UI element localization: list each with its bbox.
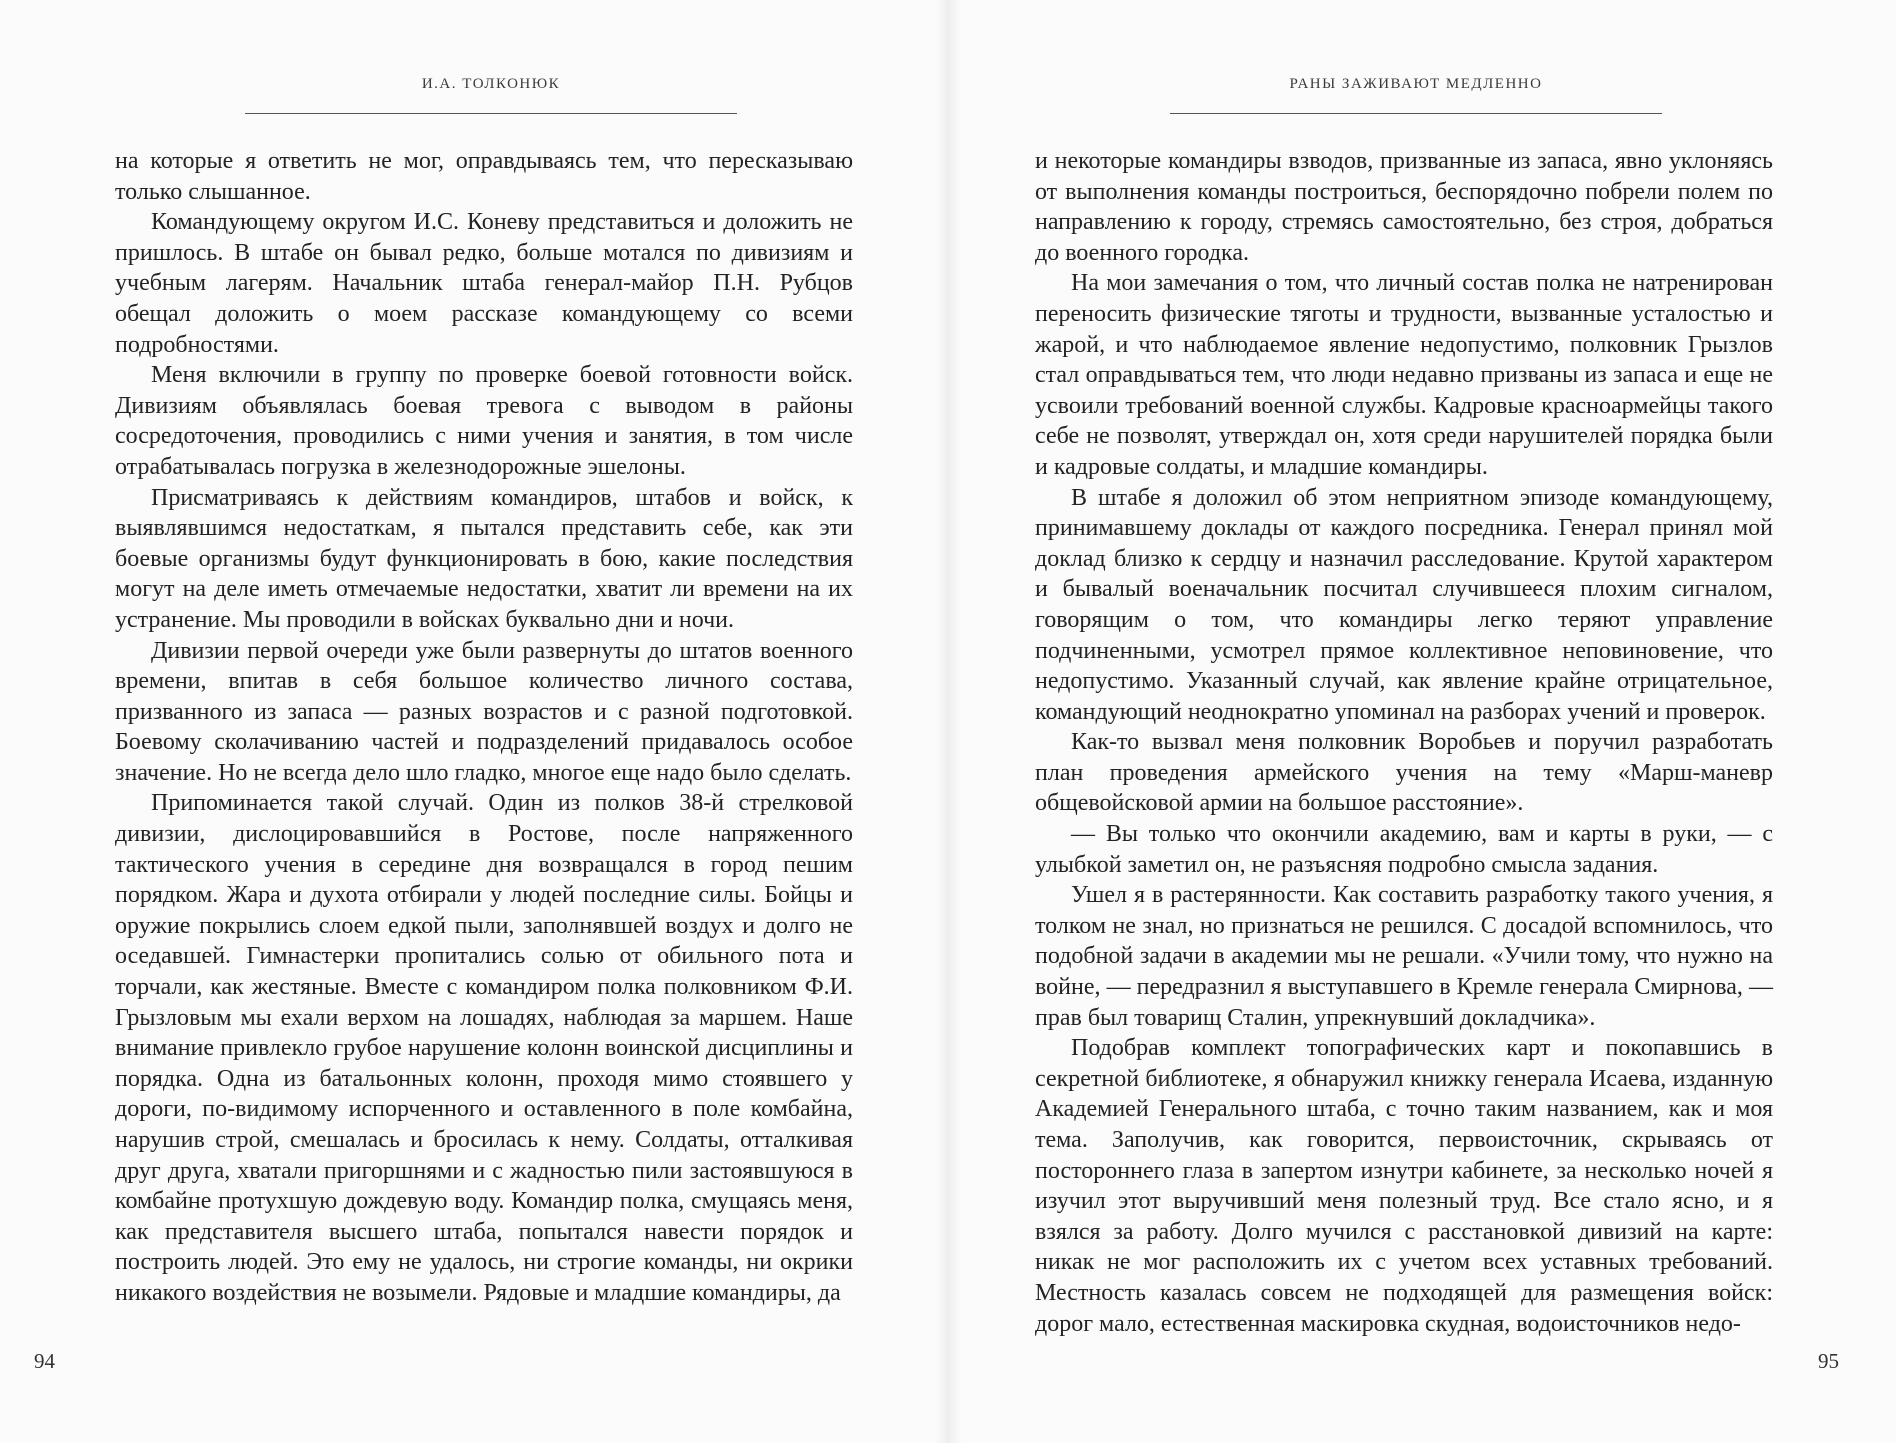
left-page-text xyxy=(115,146,853,1309)
left-header-rule xyxy=(245,113,737,114)
left-page-number: 94 xyxy=(34,1349,55,1373)
right-page-number: 95 xyxy=(1818,1349,1839,1373)
paragraph: на которые я ответить не мог, оправдываясь тем, что пересказываю только слышанное. xyxy=(115,148,853,205)
right-page xyxy=(948,0,1896,1443)
paragraph: Как-то вызвал меня полковник Воробьев и поручил разработать план проведения армейского учения на тему «Марш-маневр общевойсковой армии на большое расстояние». xyxy=(1035,729,1773,817)
paragraph: Подобрав комплект топографических карт и покопавшись в секретной библиотеке, я обнаружил книжку генерала Исаева, изданную Академией Генерального штаба, с точно таким названием, как и моя тема. Заполучив, как говорится, первоисточник, скрываясь от постороннего глаза в запертом изнутри кабинете, за несколько ночей я изучил этот выручивший меня полезный труд. Все стало ясно, и я взялся за работу. Долго мучился с расстановкой дивизий на карте: никак не мог расположить их с учетом всех уставных требований. Местность казалась совсем не подходящей для размещения войск: дорог мало, естественная маскировка скудная, водоисточников недо- xyxy=(1035,1035,1773,1337)
paragraph: На мои замечания о том, что личный состав полка не натренирован переносить физические тяготы и трудности, вызванные усталостью и жарой, и что наблюдаемое явление недопустимо, полковник Грызлов стал оправдываться тем, что люди недавно призваны из запаса и еще не усвоили требований военной службы. Кадровые красноармейцы такого себе не позволят, утверждал он, хотя среди нарушителей порядка были и кадровые солдаты, и младшие командиры. xyxy=(1035,270,1773,480)
paragraph: — Вы только что окончили академию, вам и карты в руки, — с улыбкой заметил он, не разъясняя подробно смысла задания. xyxy=(1035,821,1773,878)
left-running-head: И.А. ТОЛКОНЮК xyxy=(421,76,561,92)
paragraph: Припоминается такой случай. Один из полков 38-й стрелковой дивизии, дислоцировавшийся в Ростове, после напряженного тактического учения в середине дня возвращался в город пешим порядком. Жара и духота отбирали у людей последние силы. Бойцы и оружие покрылись слоем едкой пыли, заполнявшей воздух и долго не оседавшей. Гимнастерки пропитались солью от обильного пота и торчали, как жестяные. Вместе с командиром полка полковником Ф.И. Грызловым мы ехали верхом на лошадях, наблюдая за маршем. Наше внимание привлекло грубое нарушение колонн воинской дисциплины и порядка. Одна из батальонных колонн, проходя мимо стоявшего у дороги, по-видимому испорченного и оставленного в поле комбайна, нарушив строй, смешалась и бросилась к нему. Солдаты, отталкивая друг друга, хватали пригоршнями и с жадностью пили застоявшуюся в комбайне протухшую дождевую воду. Командир полка, смущаясь меня, как представителя высшего штаба, попытался навести порядок и построить людей. Это ему не удалось, ни строгие команды, ни окрики никакого воздействия не возымели. Рядовые и младшие командиры, да xyxy=(115,790,853,1306)
paragraph: Меня включили в группу по проверке боевой готовности войск. Дивизиям объявлялась боевая тревога с выводом в районы сосредоточения, проводились с ними учения и занятия, в том числе отрабатывалась погрузка в железнодорожные эшелоны. xyxy=(115,362,853,480)
paragraph: Ушел я в растерянности. Как составить разработку такого учения, я толком не знал, но признаться не решился. С досадой вспомнилось, что подобной задачи в академии мы не решали. «Учили тому, что нужно на войне, — передразнил я выступавшего в Кремле генерала Смирнова, — прав был товарищ Сталин, упрекнувший докладчика». xyxy=(1035,882,1773,1031)
paragraph: Присматриваясь к действиям командиров, штабов и войск, к выявлявшимся недостаткам, я пытался представить себе, как эти боевые организмы будут функционировать в бою, какие последствия могут на деле иметь отмечаемые недостатки, хватит ли времени на их устранение. Мы проводили в войсках буквально дни и ночи. xyxy=(115,484,853,633)
paragraph: В штабе я доложил об этом неприятном эпизоде командующему, принимавшему доклады от каждого посредника. Генерал принял мой доклад близко к сердцу и назначил расследование. Крутой характером и бывалый военачальник посчитал случившееся плохим сигналом, говорящим о том, что командиры легко теряют управление подчиненными, усмотрел прямое коллективное неповиновение, что недопустимо. Указанный случай, как явление крайне отрицательное, командующий неоднократно упоминал на разборах учений и проверок. xyxy=(1035,484,1773,725)
paragraph: и некоторые командиры взводов, призванные из запаса, явно уклоняясь от выполнения команды построиться, беспорядочно побрели полем по направлению к городу, стремясь самостоятельно, без строя, добраться до военного городка. xyxy=(1035,148,1773,266)
right-page-text xyxy=(1035,146,1773,1339)
paragraph: Дивизии первой очереди уже были развернуты до штатов военного времени, впитав в себя большое количество личного состава, призванного из запаса — разных возрастов и с разной подготовкой. Боевому сколачиванию частей и подразделений придавалось особое значение. Но не всегда дело шло гладко, многое еще надо было сделать. xyxy=(115,637,853,786)
right-running-head: РАНЫ ЗАЖИВАЮТ МЕДЛЕННО xyxy=(1289,76,1543,92)
paragraph: Командующему округом И.С. Коневу представиться и доложить не пришлось. В штабе он бывал редко, больше мотался по дивизиям и учебным лагерям. Начальник штаба генерал-майор П.Н. Рубцов обещал доложить о моем рассказе командующему со всеми подробностями. xyxy=(115,209,853,358)
right-header-rule xyxy=(1170,113,1662,114)
